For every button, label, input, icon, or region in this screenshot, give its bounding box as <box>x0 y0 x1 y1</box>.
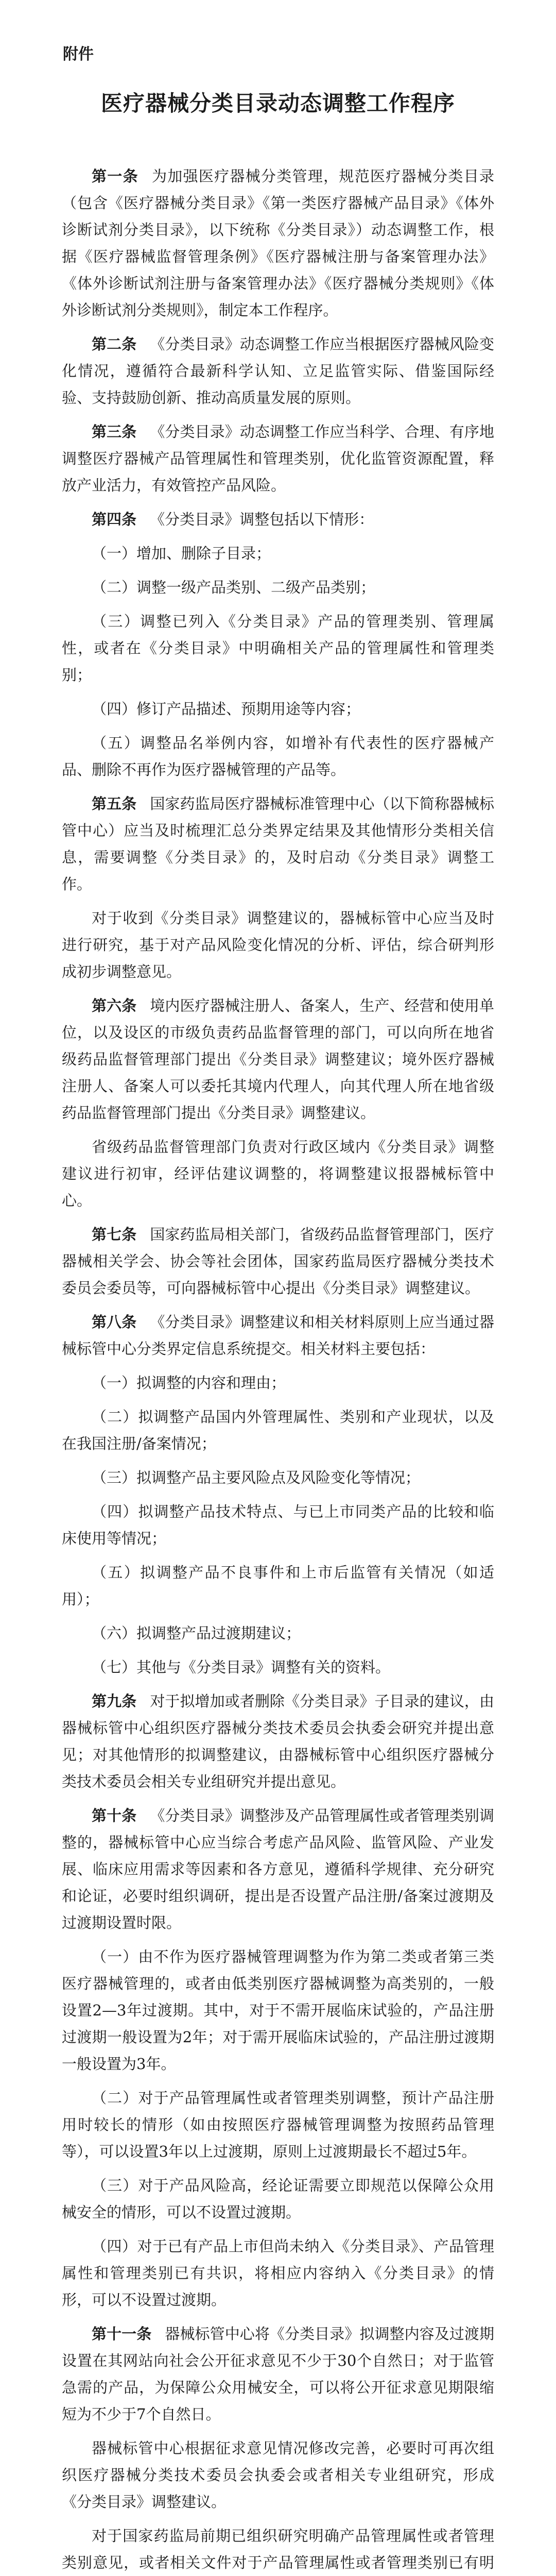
paragraph <box>62 540 494 567</box>
article-number: 第十条 <box>92 1807 137 1824</box>
paragraph <box>62 2435 494 2515</box>
paragraph-text: 器械标管中心将《分类目录》拟调整内容及过渡期设置在其网站向社会公开征求意见不少于30个自然日；对于监管急需的产品，为保障公众用械安全，可以将公开征求意见期限缩短为不少于7个自然日。 <box>62 2325 494 2423</box>
paragraph <box>62 2233 494 2313</box>
paragraph <box>62 1221 494 1301</box>
paragraph <box>62 1688 494 1795</box>
paragraph <box>62 2320 494 2428</box>
paragraph-text: 对于国家药监局前期已组织研究明确产品管理属性或者管理类别意见，或者相关文件对于产品管理属性或者管理类别已有明 <box>62 2527 494 2571</box>
paragraph-text: 《分类目录》调整包括以下情形： <box>150 511 374 528</box>
article-number: 第九条 <box>92 1692 137 1710</box>
paragraph-text: 《分类目录》调整建议和相关材料原则上应当通过器械标管中心分类界定信息系统提交。相关材料主要包括： <box>62 1313 494 1358</box>
paragraph <box>62 1654 494 1681</box>
paragraph <box>62 2172 494 2226</box>
paragraph-text: 器械标管中心根据征求意见情况修改完善，必要时可再次组织医疗器械分类技术委员会执委会或者相关专业组研究，形成《分类目录》调整建议。 <box>62 2439 494 2511</box>
paragraph <box>62 418 494 499</box>
document-title: 医疗器械分类目录动态调整工作程序 <box>100 91 455 116</box>
paragraph-text: （五）调整品名举例内容，如增补有代表性的医疗器械产品、删除不再作为医疗器械管理的产品等。 <box>62 734 494 778</box>
article-number: 第三条 <box>92 423 137 440</box>
paragraph <box>62 1559 494 1613</box>
paragraph <box>62 1309 494 1362</box>
paragraph-text: （一）增加、删除子目录； <box>92 545 271 562</box>
paragraph-text: （二）对于产品管理属性或者管理类别调整，预计产品注册用时较长的情形（如由按照医疗器械管理调整为按照药品管理等），可以设置3年以上过渡期，原则上过渡期最长不超过5年。 <box>62 2089 494 2160</box>
paragraph-text: 省级药品监督管理部门负责对行政区域内《分类目录》调整建议进行初审，经评估建议调整的，将调整建议报器械标管中心。 <box>62 1138 494 1209</box>
paragraph-text: （一）由不作为医疗器械管理调整为作为第二类或者第三类医疗器械管理的，或者由低类别医疗器械调整为高类别的，一般设置2—3年过渡期。其中，对于不需开展临床试验的，产品注册过渡期一般设置为2年；对于需开展临床试验的，产品注册过渡期一般设置为3年。 <box>62 1948 494 2073</box>
paragraph <box>62 1620 494 1647</box>
article-number: 第六条 <box>92 997 137 1014</box>
paragraph <box>62 506 494 533</box>
paragraph <box>62 730 494 783</box>
document-body <box>62 163 494 2576</box>
paragraph-text: （六）拟调整产品过渡期建议； <box>92 1624 301 1642</box>
paragraph-text: （三）对于产品风险高，经论证需要立即规范以保障公众用械安全的情形，可以不设置过渡期。 <box>62 2177 494 2221</box>
paragraph-text: 《分类目录》调整涉及产品管理属性或者管理类别调整的，器械标管中心应当综合考虑产品风险、监管风险、产业发展、临床应用需求等因素和各方意见，遵循科学规律、充分研究和论证，必要时组织调研，提出是否设置产品注册/备案过渡期及过渡期设置时限。 <box>62 1807 494 1931</box>
paragraph <box>62 1133 494 1214</box>
paragraph-text: （一）拟调整的内容和理由； <box>92 1374 286 1392</box>
paragraph-text: 对于拟增加或者删除《分类目录》子目录的建议，由器械标管中心组织医疗器械分类技术委员会执委会研究并提出意见；对其他情形的拟调整建议，由器械标管中心组织医疗器械分类技术委员会相关专业组研究并提出意见。 <box>62 1692 494 1790</box>
paragraph <box>62 1498 494 1552</box>
paragraph-text: 国家药监局医疗器械标准管理中心（以下简称器械标管中心）应当及时梳理汇总分类界定结果及其他情形分类相关信息，需要调整《分类目录》的，及时启动《分类目录》调整工作。 <box>62 795 494 893</box>
article-number: 第八条 <box>92 1313 137 1331</box>
paragraph-text: （四）修订产品描述、预期用途等内容； <box>92 700 361 718</box>
paragraph-text: 《分类目录》动态调整工作应当科学、合理、有序地调整医疗器械产品管理属性和管理类别，优化监管资源配置，释放产业活力，有效管控产品风险。 <box>62 423 494 494</box>
paragraph-text: 境内医疗器械注册人、备案人，生产、经营和使用单位，以及设区的市级负责药品监督管理的部门，可以向所在地省级药品监督管理部门提出《分类目录》调整建议；境外医疗器械注册人、备案人可以委托其境内代理人，向其代理人所在地省级药品监督管理部门提出《分类目录》调整建议。 <box>62 997 494 1122</box>
paragraph-text: （四）对于已有产品上市但尚未纳入《分类目录》、产品管理属性和管理类别已有共识，将相应内容纳入《分类目录》的情形，可以不设置过渡期。 <box>62 2238 494 2309</box>
paragraph <box>62 331 494 411</box>
paragraph-text: 为加强医疗器械分类管理，规范医疗器械分类目录（包含《医疗器械分类目录》《第一类医疗器械产品目录》《体外诊断试剂分类目录》，以下统称《分类目录》）动态调整工作，根据《医疗器械监督管理条例》《医疗器械注册与备案管理办法》《体外诊断试剂注册与备案管理办法》《医疗器械分类规则》《体外诊断试剂分类规则》，制定本工作程序。 <box>62 167 494 319</box>
paragraph <box>62 790 494 897</box>
paragraph <box>62 2522 494 2576</box>
paragraph <box>62 992 494 1126</box>
article-number: 第五条 <box>92 795 137 812</box>
paragraph <box>62 2084 494 2165</box>
paragraph-text: 对于收到《分类目录》调整建议的，器械标管中心应当及时进行研究，基于对产品风险变化情况的分析、评估，综合研判形成初步调整意见。 <box>62 909 494 980</box>
paragraph <box>62 1403 494 1457</box>
paragraph <box>62 608 494 688</box>
attachment-label: 附件 <box>63 45 94 63</box>
paragraph <box>62 905 494 985</box>
paragraph-text: （四）拟调整产品技术特点、与已上市同类产品的比较和临床使用等情况； <box>62 1503 494 1547</box>
paragraph <box>62 163 494 324</box>
paragraph-text: （七）其他与《分类目录》调整有关的资料。 <box>92 1658 391 1676</box>
article-number: 第十一条 <box>92 2325 152 2343</box>
paragraph <box>62 1464 494 1491</box>
paragraph-text: （三）调整已列入《分类目录》产品的管理类别、管理属性，或者在《分类目录》中明确相关产品的管理属性和管理类别； <box>62 613 494 684</box>
paragraph-text: （五）拟调整产品不良事件和上市后监管有关情况（如适用）； <box>62 1564 494 1608</box>
paragraph <box>62 1802 494 1936</box>
paragraph-text: （三）拟调整产品主要风险点及风险变化等情况； <box>92 1469 421 1486</box>
paragraph <box>62 1369 494 1396</box>
paragraph-text: 国家药监局相关部门，省级药品监督管理部门，医疗器械相关学会、协会等社会团体，国家药监局医疗器械分类技术委员会委员等，可向器械标管中心提出《分类目录》调整建议。 <box>62 1226 494 1297</box>
paragraph <box>62 1943 494 2077</box>
paragraph <box>62 696 494 722</box>
article-number: 第七条 <box>92 1226 137 1243</box>
article-number: 第二条 <box>92 335 137 353</box>
paragraph-text: 《分类目录》动态调整工作应当根据医疗器械风险变化情况，遵循符合最新科学认知、立足监管实际、借鉴国际经验、支持鼓励创新、推动高质量发展的原则。 <box>62 335 494 406</box>
paragraph <box>62 574 494 601</box>
paragraph-text: （二）拟调整产品国内外管理属性、类别和产业现状，以及在我国注册/备案情况； <box>62 1408 494 1452</box>
article-number: 第一条 <box>92 167 138 185</box>
paragraph-text: （二）调整一级产品类别、二级产品类别； <box>92 579 376 596</box>
article-number: 第四条 <box>92 511 137 528</box>
